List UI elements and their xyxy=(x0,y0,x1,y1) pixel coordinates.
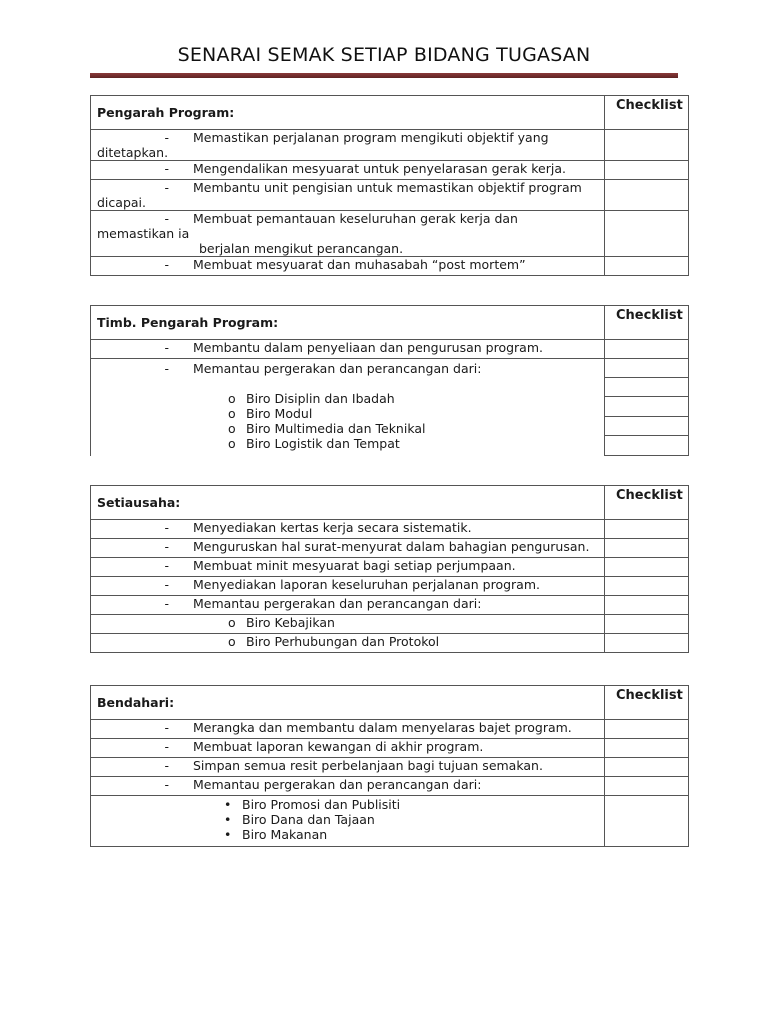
task-item: - Memastikan perjalanan program mengikuti objektif yang ditetapkan. xyxy=(91,130,605,161)
checkbox-cell[interactable] xyxy=(605,796,689,847)
task-item: - Mengendalikan mesyuarat untuk penyelarasan gerak kerja. xyxy=(91,161,605,180)
checkbox-cell[interactable] xyxy=(605,130,689,161)
checkbox-cell[interactable] xyxy=(605,520,689,539)
checkbox-cell[interactable] xyxy=(605,340,689,359)
checklist-table-timb-pengarah xyxy=(90,305,689,456)
task-item: - Membantu unit pengisian untuk memastikan objektif program dicapai. xyxy=(91,180,605,211)
sub-item: • Biro Makanan xyxy=(224,827,328,842)
checkbox-cell[interactable] xyxy=(605,634,689,653)
sub-item-group xyxy=(91,796,605,847)
sub-item: o Biro Kebajikan xyxy=(91,615,605,634)
task-item: - Memantau pergerakan dan perancangan dari: o Biro Disiplin dan Ibadah o Biro Modul o Biro Multimedia dan Teknikal o Biro Logistik dan Tempat xyxy=(91,359,605,456)
checkbox-cell[interactable] xyxy=(605,596,689,615)
sub-item: o Biro Multimedia dan Teknikal xyxy=(228,421,426,436)
title-divider xyxy=(90,73,678,78)
section-heading: Timb. Pengarah Program: xyxy=(91,306,605,340)
task-item: - Memantau pergerakan dan perancangan dari: xyxy=(91,596,605,615)
task-item: - Membantu dalam penyeliaan dan pengurusan program. xyxy=(91,340,605,359)
task-item: - Simpan semua resit perbelanjaan bagi tujuan semakan. xyxy=(91,758,605,777)
checkbox-cell[interactable] xyxy=(605,417,688,436)
checkbox-stack xyxy=(605,359,689,456)
sub-item: o Biro Modul xyxy=(228,406,313,421)
sub-item: o Biro Logistik dan Tempat xyxy=(228,436,400,451)
checkbox-cell[interactable] xyxy=(605,436,688,455)
checkbox-cell[interactable] xyxy=(605,359,688,378)
checkbox-cell[interactable] xyxy=(605,720,689,739)
sub-item: • Biro Promosi dan Publisiti xyxy=(224,797,401,812)
task-item: - Merangka dan membantu dalam menyelaras bajet program. xyxy=(91,720,605,739)
checklist-header: Checklist xyxy=(605,486,689,520)
checklist-header: Checklist xyxy=(605,96,689,130)
sub-item: o Biro Disiplin dan Ibadah xyxy=(228,391,395,406)
sub-item: o Biro Perhubungan dan Protokol xyxy=(91,634,605,653)
checklist-table-bendahari xyxy=(90,685,689,847)
task-item: - Membuat pemantauan keseluruhan gerak kerja dan memastikan ia berjalan mengikut perancangan. xyxy=(91,211,605,257)
task-item: - Membuat mesyuarat dan muhasabah “post mortem” xyxy=(91,257,605,276)
checkbox-cell[interactable] xyxy=(605,180,689,211)
task-item: - Menguruskan hal surat-menyurat dalam bahagian pengurusan. xyxy=(91,539,605,558)
checkbox-cell[interactable] xyxy=(605,615,689,634)
checkbox-cell[interactable] xyxy=(605,397,688,417)
checkbox-cell[interactable] xyxy=(605,161,689,180)
checkbox-cell[interactable] xyxy=(605,739,689,758)
checkbox-cell[interactable] xyxy=(605,758,689,777)
checklist-table-setiausaha xyxy=(90,485,689,653)
task-item: - Menyediakan laporan keseluruhan perjalanan program. xyxy=(91,577,605,596)
task-item: - Membuat minit mesyuarat bagi setiap perjumpaan. xyxy=(91,558,605,577)
page-title: SENARAI SEMAK SETIAP BIDANG TUGASAN xyxy=(177,44,591,66)
section-heading: Bendahari: xyxy=(91,686,605,720)
checkbox-cell[interactable] xyxy=(605,539,689,558)
task-item: - Menyediakan kertas kerja secara sistematik. xyxy=(91,520,605,539)
task-item: - Memantau pergerakan dan perancangan dari: xyxy=(91,777,605,796)
checkbox-cell[interactable] xyxy=(605,257,689,276)
checklist-header: Checklist xyxy=(605,686,689,720)
checkbox-cell[interactable] xyxy=(605,378,688,397)
checkbox-cell[interactable] xyxy=(605,211,689,257)
sub-item: • Biro Dana dan Tajaan xyxy=(224,812,375,827)
section-heading: Setiausaha: xyxy=(91,486,605,520)
checkbox-cell[interactable] xyxy=(605,558,689,577)
checklist-header: Checklist xyxy=(605,306,689,340)
checklist-table-pengarah xyxy=(90,95,689,276)
checkbox-cell[interactable] xyxy=(605,577,689,596)
section-heading: Pengarah Program: xyxy=(91,96,605,130)
checkbox-cell[interactable] xyxy=(605,777,689,796)
task-item: - Membuat laporan kewangan di akhir program. xyxy=(91,739,605,758)
